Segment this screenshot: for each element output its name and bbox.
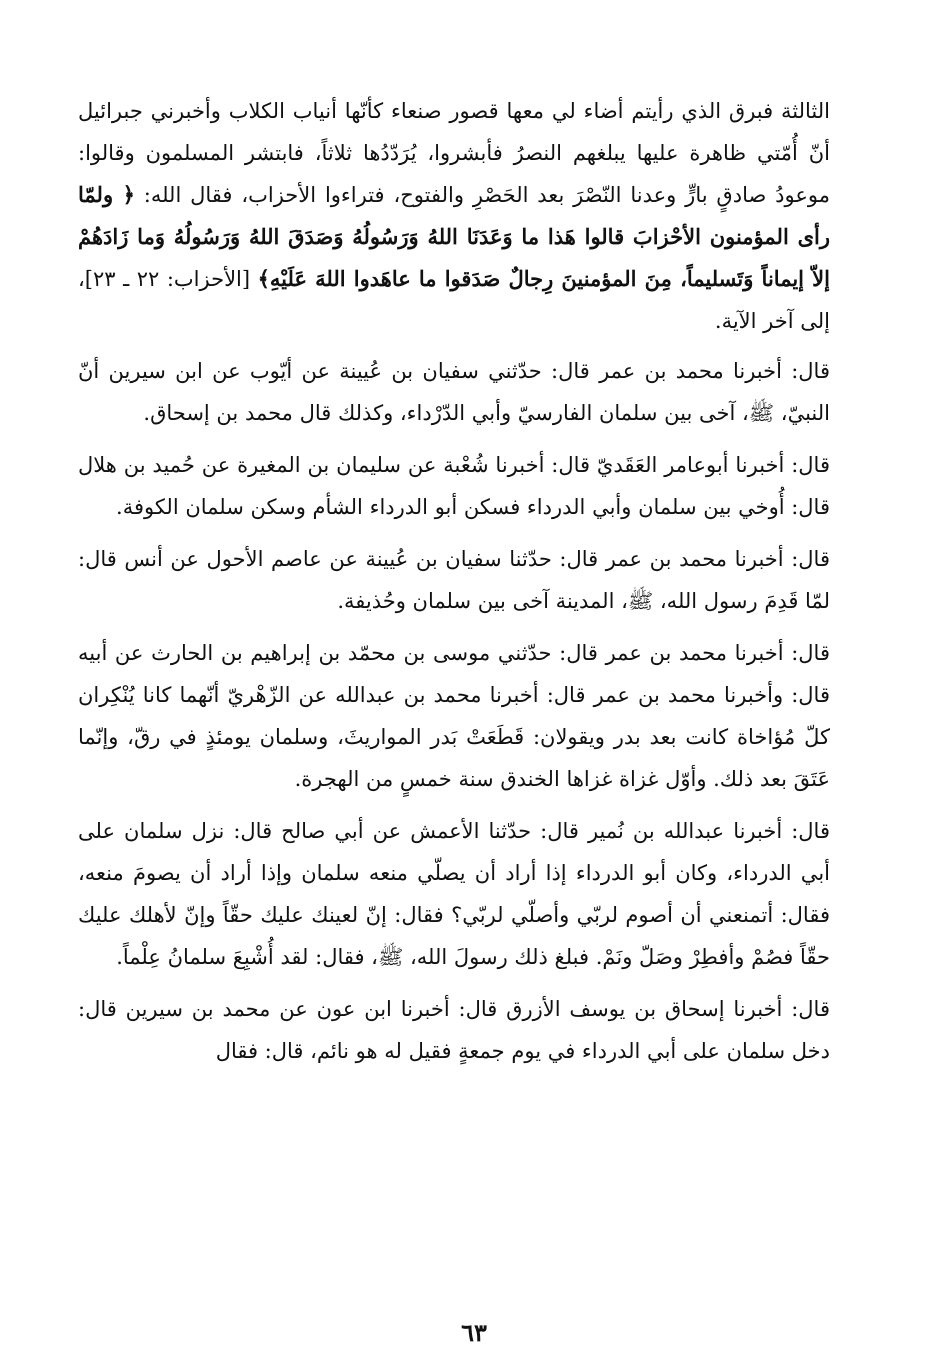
paragraph-4: قال: أخبرنا محمد بن عمر قال: حدّثنا سفيان بن عُيينة عن عاصم الأحول عن أنس قال: لمّا قَدِمَ رسول الله، ﷺ، المدينة آخى بين سلمان وحُذيفة. <box>78 547 830 613</box>
paragraph-1-text: الثالثة فبرق الذي رأيتم أضاء لي معها قصور صنعاء كأنّها أنياب الكلاب وأخبرني جبرائيل أنّ أُمّتي ظاهرة عليها يبلغهم النصرُ فأبشروا، يُرَدّدُها ثلاثاً، فابتشر المسلمون وقالوا: موعودُ صادقٍ بارٍّ وعدنا النّصْرَ بعد الحَصْرِ والفتوح، فتراءوا الأحزاب، فقال الله: <box>78 99 830 207</box>
quran-verse: ﴿ ولمّا رأى المؤمنون الأحْزابَ قالوا هَذا ما وَعَدَنَا اللهُ وَرَسُولُهُ وَصَدَقَ اللهُ وَرَسُولُهُ وَما زَادَهُمْ إلاّ إيماناً وَتَسليماً، مِنَ المؤمنينَ رِجالٌ صَدَقوا ما عاهَدوا اللهَ عَلَيْهِ﴾ <box>78 182 830 291</box>
paragraph-3: قال: أخبرنا أبوعامر العَقَديّ قال: أخبرنا شُعْبة عن سليمان بن المغيرة عن حُميد بن هلال قال: أُوخي بين سلمان وأبي الدرداء فسكن أبو الدرداء الشأم وسكن سلمان الكوفة. <box>78 453 830 519</box>
page-number: ٦٣ <box>461 1318 487 1347</box>
paragraph-2: قال: أخبرنا محمد بن عمر قال: حدّثني سفيان بن عُيينة عن أيّوب عن ابن سيرين أنّ النبيّ، ﷺ، آخى بين سلمان الفارسيّ وأبي الدّرْداء، وكذلك قال محمد بن إسحاق. <box>78 359 830 425</box>
paragraph-5: قال: أخبرنا محمد بن عمر قال: حدّثني موسى بن محمّد بن إبراهيم بن الحارث عن أبيه قال: وأخبرنا محمد بن عمر قال: أخبرنا محمد بن عبدالله عن الزّهْريّ أنّهما كانا يُنْكِران كلّ مُؤاخاة كانت بعد بدر ويقولان: قَطَعَتْ بَدر المواريثَ، وسلمان يومئذٍ في رقّ، وإنّما عَتَقَ بعد ذلك. وأوّل غزاة غزاها الخندق سنة خمسٍ من الهجرة. <box>78 641 830 791</box>
page-body <box>78 90 830 1082</box>
paragraph-1 <box>78 90 830 342</box>
paragraph-7: قال: أخبرنا إسحاق بن يوسف الأزرق قال: أخبرنا ابن عون عن محمد بن سيرين قال: دخل سلمان على أبي الدرداء في يوم جمعةٍ فقيل له هو نائم، قال: فقال <box>78 997 830 1063</box>
verse-reference: [الأحزاب: ٢٢ ـ ٢٣]، إلى آخر الآية. <box>78 267 830 333</box>
paragraph-6: قال: أخبرنا عبدالله بن نُمير قال: حدّثنا الأعمش عن أبي صالح قال: نزل سلمان على أبي الدرداء، وكان أبو الدرداء إذا أراد أن يصلّي منعه سلمان وإذا أراد أن يصومَ منعه، فقال: أتمنعني أن أصوم لربّي وأصلّي لربّي؟ فقال: إنّ لعينك عليك حقّاً وإنّ لأهلك عليك حقّاً فصُمْ وأفطِرْ وصَلّ ونَمْ. فبلغ ذلك رسولَ الله، ﷺ، فقال: لقد أُشْبِعَ سلمانُ عِلْماً. <box>78 819 830 969</box>
